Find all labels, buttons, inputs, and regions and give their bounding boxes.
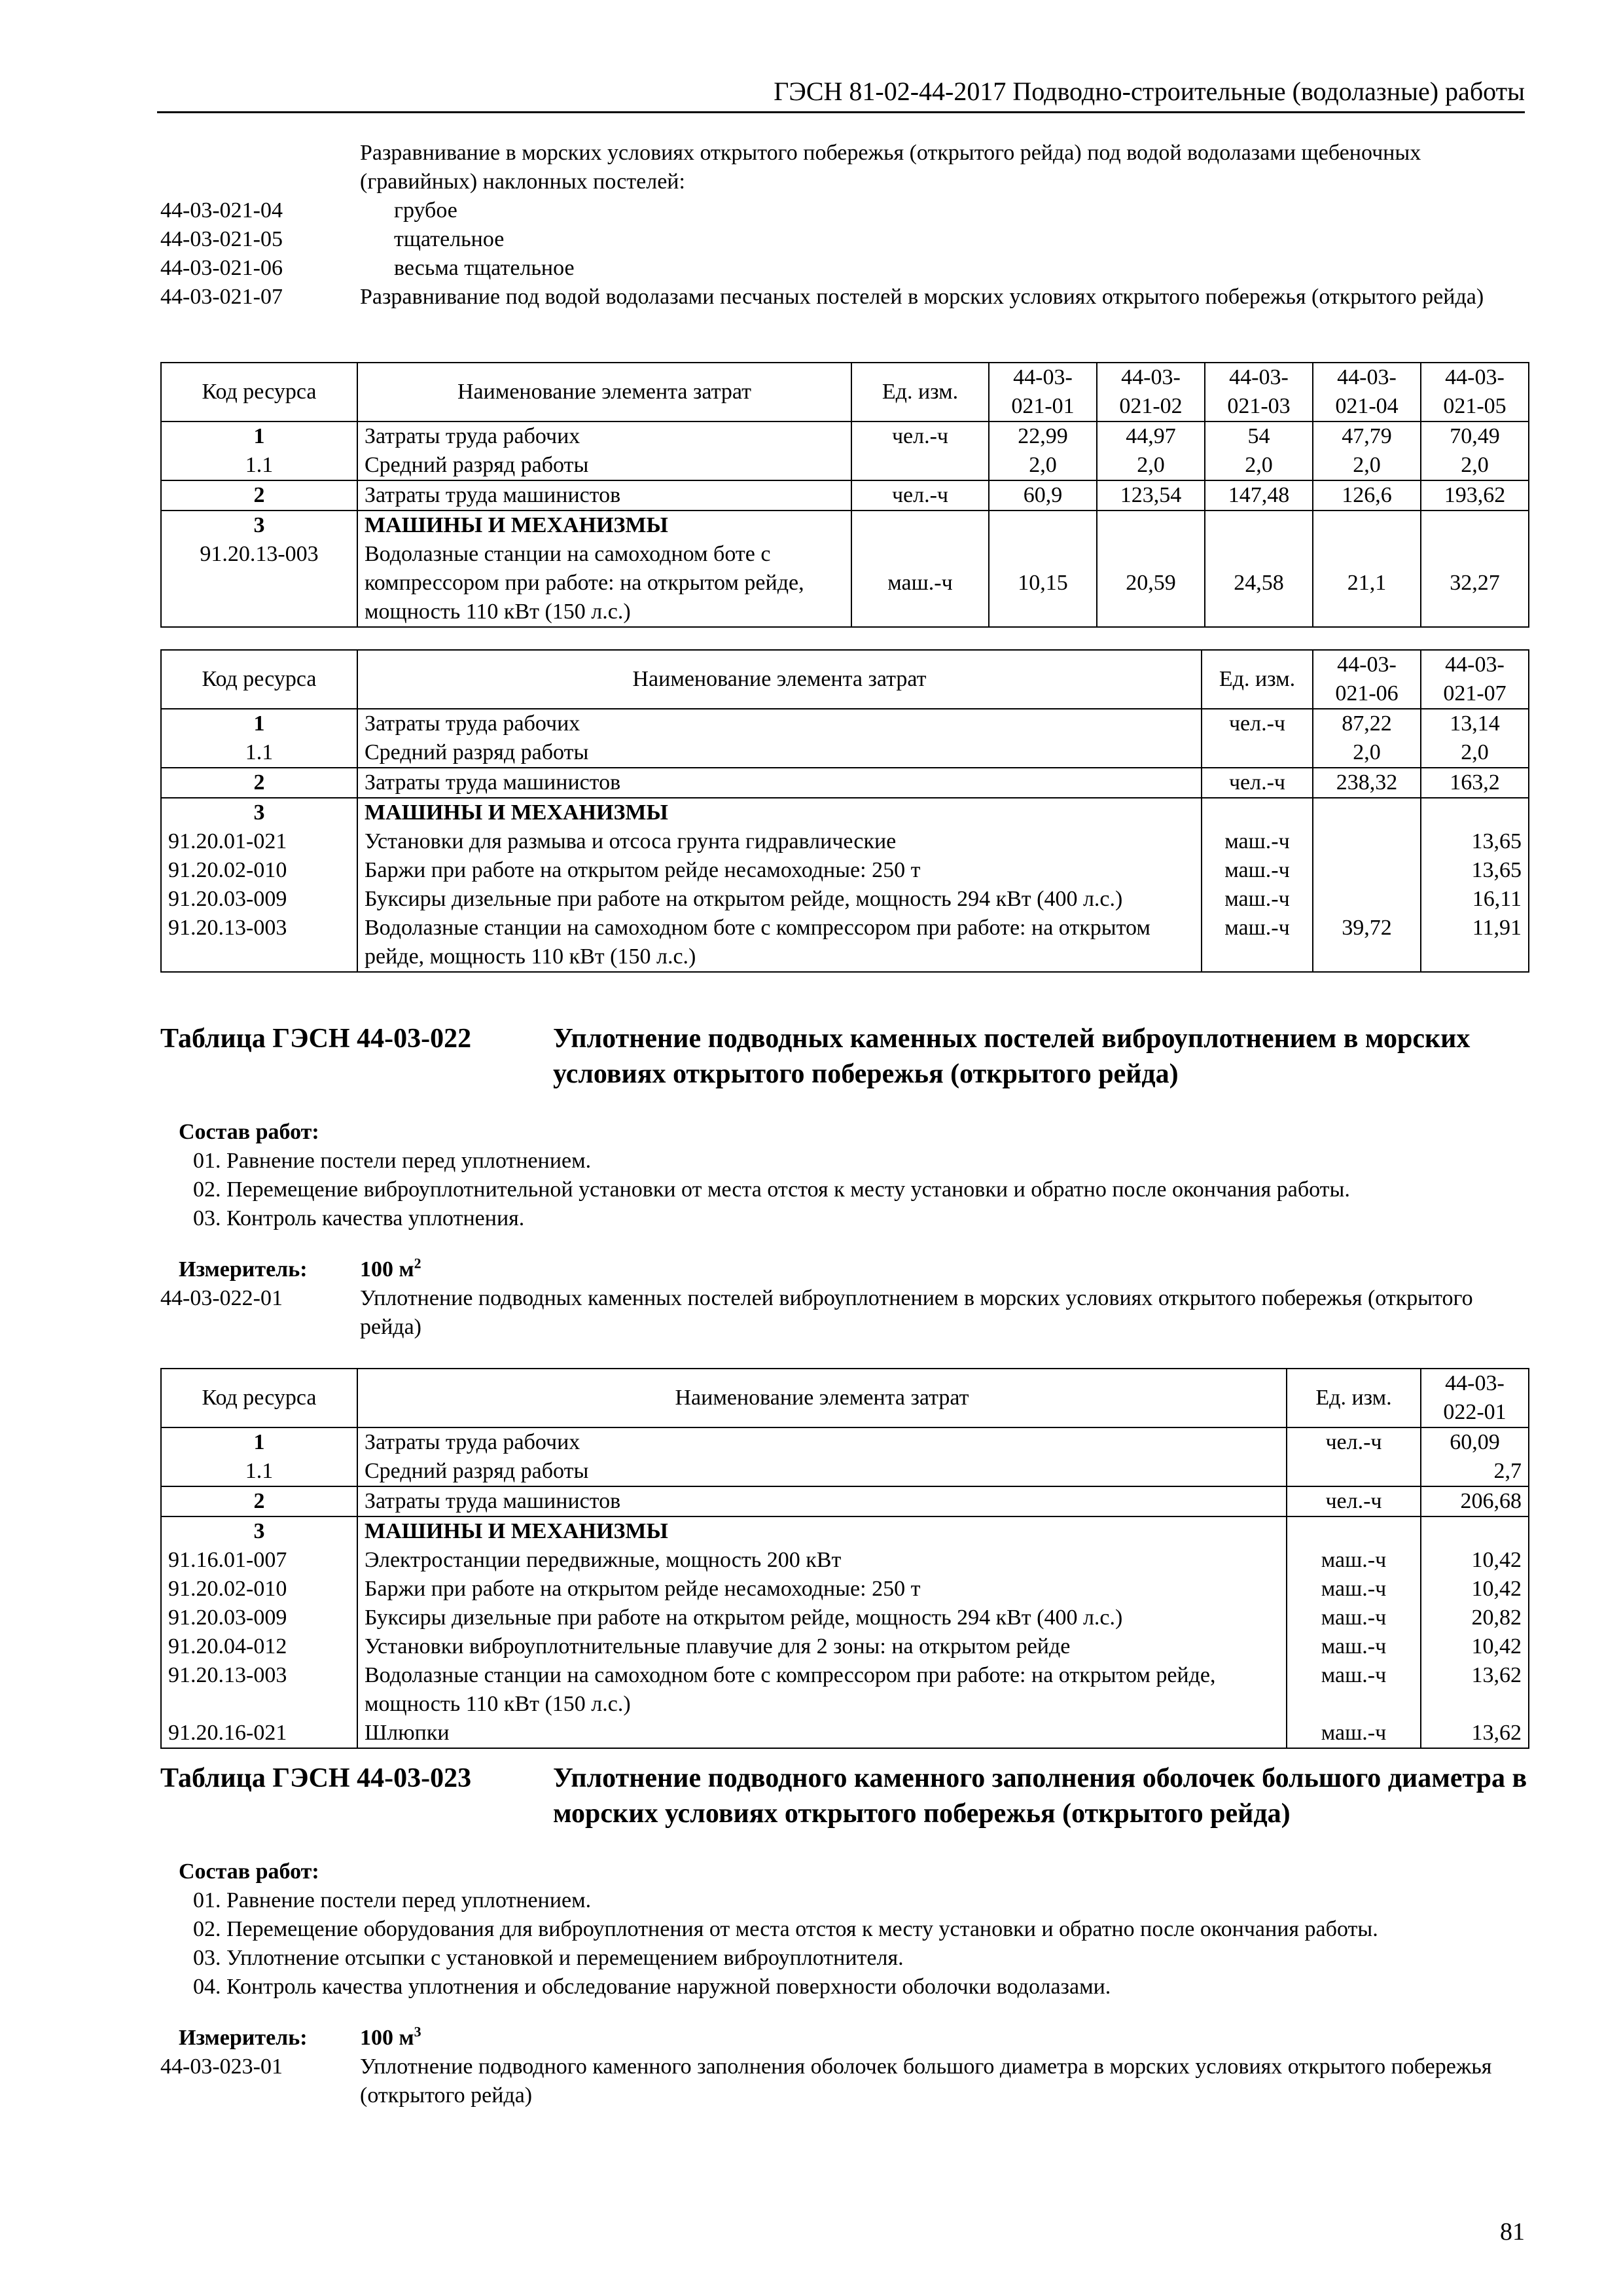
resource-code: 1 (161, 422, 357, 451)
resource-name: Водолазные станции на самоходном боте с компрессором при работе: на открытом рейде, мощность 110 кВт (150 л.с.) (357, 540, 851, 627)
norm-name: Уплотнение подводных каменных постелей виброуплотнением в морских условиях открытого побережья (открытого рейда) (360, 1286, 1473, 1339)
resource-unit: чел.-ч (1202, 768, 1313, 798)
resource-value (1313, 511, 1421, 540)
column-header-code: Код ресурса (161, 1369, 357, 1427)
table-row (161, 1719, 1529, 1748)
intro-item-code: 44-03-021-04 (160, 198, 283, 223)
resource-name: Шлюпки (357, 1719, 1287, 1748)
resource-name: Затраты труда машинистов (357, 1486, 1287, 1516)
section-code: Таблица ГЭСН 44-03-022 (160, 1024, 472, 1054)
column-header-norm (1313, 363, 1421, 422)
resource-code: 91.20.02-010 (161, 856, 357, 885)
table-row (161, 1486, 1529, 1516)
resource-value: 44,97 (1097, 422, 1205, 451)
resource-unit: маш.-ч (1287, 1575, 1421, 1604)
resource-value: 163,2 (1421, 768, 1529, 798)
resource-value: 60,9 (989, 480, 1097, 511)
table-row (161, 914, 1529, 972)
resource-unit: чел.-ч (851, 422, 989, 451)
table-row (161, 885, 1529, 914)
resource-value: 87,22 (1313, 709, 1421, 738)
table-row (161, 768, 1529, 798)
resource-code: 2 (161, 480, 357, 511)
meter-value: 100 м (360, 1257, 414, 1282)
table-row (161, 1632, 1529, 1661)
section-code: Таблица ГЭСН 44-03-023 (160, 1763, 472, 1793)
resource-value: 2,0 (1313, 451, 1421, 480)
resource-code: 1 (161, 709, 357, 738)
resource-value (1205, 511, 1313, 540)
intro-item-code: 44-03-021-06 (160, 256, 283, 280)
resource-value: 39,72 (1313, 914, 1421, 972)
intro-item (160, 254, 1528, 283)
column-header-norm (1205, 363, 1313, 422)
norm-code-part: 021-06 (1335, 681, 1399, 706)
page-header (157, 73, 1525, 113)
table-row (161, 1661, 1529, 1719)
column-header-code: Код ресурса (161, 650, 357, 709)
intro-item-name: тщательное (394, 227, 505, 251)
resource-value (1313, 827, 1421, 856)
resource-value: 13,62 (1421, 1661, 1529, 1719)
works-item: 01. Равнение постели перед уплотнением. (193, 1149, 592, 1173)
resource-unit: маш.-ч (1287, 1719, 1421, 1748)
section-name: Уплотнение подводного каменного заполнения оболочек большого диаметра в морских условиях открытого побережья (открытого рейда) (553, 1763, 1527, 1829)
table-row (161, 738, 1529, 768)
resource-unit: маш.-ч (1202, 856, 1313, 885)
norm-code-part: 44-03- (1337, 653, 1397, 677)
column-header-norm (1421, 363, 1529, 422)
resource-name: Буксиры дизельные при работе на открытом рейде, мощность 294 кВт (400 л.с.) (357, 1604, 1287, 1632)
resource-value: 16,11 (1421, 885, 1529, 914)
resource-unit: чел.-ч (1287, 1427, 1421, 1457)
resource-value: 10,42 (1421, 1575, 1529, 1604)
resource-unit (851, 511, 989, 540)
works-label: Состав работ: (179, 1859, 319, 1884)
resource-name: Установки виброуплотнительные плавучие для 2 зоны: на открытом рейде (357, 1632, 1287, 1661)
norm-code-part: 44-03- (1445, 365, 1505, 389)
column-header-norm (1421, 650, 1529, 709)
resource-value: 13,62 (1421, 1719, 1529, 1748)
resource-value: 123,54 (1097, 480, 1205, 511)
norm-code-part: 021-07 (1443, 681, 1507, 706)
resource-value: 126,6 (1313, 480, 1421, 511)
resource-value (1313, 885, 1421, 914)
intro-lead-line (160, 139, 1528, 196)
intro-item-name: Разравнивание под водой водолазами песчаных постелей в морских условиях открытого побережья (открытого рейда) (360, 285, 1484, 309)
resource-value: 20,59 (1097, 540, 1205, 627)
resource-value: 32,27 (1421, 540, 1529, 627)
resource-code: 91.20.16-021 (161, 1719, 357, 1748)
intro-item (160, 283, 1528, 312)
resource-code: 91.20.03-009 (161, 885, 357, 914)
resource-code: 1.1 (161, 1457, 357, 1486)
resource-unit: маш.-ч (1202, 914, 1313, 972)
resource-table-022-01 (160, 1368, 1529, 1749)
table-header-row (161, 1369, 1529, 1427)
resource-code: 3 (161, 798, 357, 827)
resource-value: 60,09 (1421, 1427, 1529, 1457)
norm-code-part: 44-03- (1445, 653, 1505, 677)
norm-code-part: 021-02 (1119, 394, 1183, 418)
resource-unit: маш.-ч (1287, 1546, 1421, 1575)
table-row (161, 798, 1529, 827)
resource-value (1313, 856, 1421, 885)
table-row (161, 1546, 1529, 1575)
resource-unit: маш.-ч (851, 540, 989, 627)
meter-value-wrap (360, 1255, 1528, 1284)
resource-name: Затраты труда машинистов (357, 480, 851, 511)
resource-value: 20,82 (1421, 1604, 1529, 1632)
resource-code: 91.20.02-010 (161, 1575, 357, 1604)
norm-code-part: 021-03 (1227, 394, 1291, 418)
resource-code: 1.1 (161, 738, 357, 768)
norm-line (160, 2053, 1528, 2110)
norm-code-part: 44-03- (1229, 365, 1289, 389)
column-header-name: Наименование элемента затрат (357, 1369, 1287, 1427)
meter-block-023 (160, 2024, 1528, 2110)
table-row (161, 422, 1529, 451)
meter-line (160, 1255, 1528, 1284)
resource-value: 13,14 (1421, 709, 1529, 738)
meter-label: Измеритель: (179, 2026, 308, 2050)
resource-value: 13,65 (1421, 827, 1529, 856)
intro-item-name: весьма тщательное (394, 256, 575, 280)
resource-value (1313, 798, 1421, 827)
works-item: 02. Перемещение оборудования для виброуплотнения от места отстоя к месту установки и обратно после окончания работы. (193, 1917, 1378, 1941)
resource-value: 13,65 (1421, 856, 1529, 885)
resource-value: 22,99 (989, 422, 1097, 451)
resource-name: МАШИНЫ И МЕХАНИЗМЫ (357, 798, 1202, 827)
resource-unit: чел.-ч (1202, 709, 1313, 738)
resource-code: 91.20.13-003 (161, 1661, 357, 1719)
table-row (161, 480, 1529, 511)
intro-item (160, 225, 1528, 254)
intro-item-name: грубое (394, 198, 457, 223)
section-name: Уплотнение подводных каменных постелей виброуплотнением в морских условиях открытого побережья (открытого рейда) (553, 1024, 1471, 1089)
column-header-norm (1097, 363, 1205, 422)
norm-code-part: 021-05 (1443, 394, 1507, 418)
works-block-023 (160, 1857, 1528, 2001)
works-item: 03. Контроль качества уплотнения. (193, 1206, 525, 1230)
intro-block (160, 139, 1528, 312)
norm-code-part: 44-03- (1445, 1371, 1505, 1395)
resource-value: 2,0 (1313, 738, 1421, 768)
resource-table-021-06-07 (160, 649, 1529, 973)
resource-value: 2,0 (989, 451, 1097, 480)
table-row (161, 1427, 1529, 1457)
resource-code: 91.20.13-003 (161, 540, 357, 627)
resource-value: 10,15 (989, 540, 1097, 627)
resource-unit: маш.-ч (1202, 827, 1313, 856)
table-row (161, 451, 1529, 480)
resource-name: Установки для размыва и отсоса грунта гидравлические (357, 827, 1202, 856)
column-header-unit: Ед. изм. (1202, 650, 1313, 709)
resource-unit (1202, 798, 1313, 827)
column-header-norm (1421, 1369, 1529, 1427)
resource-unit: маш.-ч (1287, 1604, 1421, 1632)
resource-unit (1287, 1516, 1421, 1546)
meter-power: 2 (414, 1255, 421, 1272)
resource-value: 10,42 (1421, 1546, 1529, 1575)
resource-name: Баржи при работе на открытом рейде несамоходные: 250 т (357, 856, 1202, 885)
works-item: 01. Равнение постели перед уплотнением. (193, 1888, 592, 1912)
norm-code: 44-03-023-01 (160, 2054, 283, 2079)
resource-value: 2,7 (1421, 1457, 1529, 1486)
resource-value: 193,62 (1421, 480, 1529, 511)
resource-value: 10,42 (1421, 1632, 1529, 1661)
works-label: Состав работ: (179, 1120, 319, 1144)
norm-code-part: 021-04 (1335, 394, 1399, 418)
resource-unit: маш.-ч (1287, 1632, 1421, 1661)
resource-name: Водолазные станции на самоходном боте с компрессором при работе: на открытом рейде, мощность 110 кВт (150 л.с.) (357, 914, 1202, 972)
intro-item-code: 44-03-021-07 (160, 285, 283, 309)
resource-code: 91.20.03-009 (161, 1604, 357, 1632)
resource-value: 21,1 (1313, 540, 1421, 627)
norm-name: Уплотнение подводного каменного заполнения оболочек большого диаметра в морских условиях открытого побережья (открытого рейда) (360, 2054, 1492, 2108)
table-row (161, 1575, 1529, 1604)
resource-code: 91.16.01-007 (161, 1546, 357, 1575)
intro-item-code: 44-03-021-05 (160, 227, 283, 251)
column-header-name: Наименование элемента затрат (357, 650, 1202, 709)
norm-code: 44-03-022-01 (160, 1286, 283, 1310)
resource-code: 3 (161, 511, 357, 540)
table-row (161, 827, 1529, 856)
resource-value: 2,0 (1205, 451, 1313, 480)
resource-unit: чел.-ч (851, 480, 989, 511)
resource-code: 91.20.04-012 (161, 1632, 357, 1661)
meter-power: 3 (414, 2023, 421, 2040)
column-header-norm (989, 363, 1097, 422)
norm-code-part: 44-03- (1337, 365, 1397, 389)
meter-label: Измеритель: (179, 1257, 308, 1282)
resource-name: Водолазные станции на самоходном боте с компрессором при работе: на открытом рейде, мощность 110 кВт (150 л.с.) (357, 1661, 1287, 1719)
works-item: 03. Уплотнение отсыпки с установкой и перемещением виброуплотнителя. (193, 1946, 904, 1970)
resource-value (1421, 798, 1529, 827)
table-header-row (161, 650, 1529, 709)
resource-value (1421, 511, 1529, 540)
resource-name: Средний разряд работы (357, 451, 851, 480)
resource-value: 206,68 (1421, 1486, 1529, 1516)
norm-line (160, 1284, 1528, 1342)
resource-table-021-01-05 (160, 362, 1529, 628)
column-header-code: Код ресурса (161, 363, 357, 422)
column-header-name: Наименование элемента затрат (357, 363, 851, 422)
resource-value: 2,0 (1421, 451, 1529, 480)
resource-name: Электростанции передвижные, мощность 200 кВт (357, 1546, 1287, 1575)
resource-unit (1202, 738, 1313, 768)
resource-name: Затраты труда рабочих (357, 422, 851, 451)
norm-code-part: 44-03- (1013, 365, 1073, 389)
works-block-022 (160, 1118, 1528, 1233)
resource-unit: маш.-ч (1202, 885, 1313, 914)
resource-value: 238,32 (1313, 768, 1421, 798)
resource-code: 3 (161, 1516, 357, 1546)
resource-code: 2 (161, 1486, 357, 1516)
resource-code: 91.20.13-003 (161, 914, 357, 972)
norm-code-part: 021-01 (1011, 394, 1075, 418)
resource-value: 47,79 (1313, 422, 1421, 451)
resource-unit (1287, 1457, 1421, 1486)
page-number: 81 (1500, 2218, 1525, 2246)
table-row (161, 1457, 1529, 1486)
column-header-unit: Ед. изм. (1287, 1369, 1421, 1427)
section-title-022 (160, 1021, 1528, 1092)
resource-value (1421, 1516, 1529, 1546)
table-row (161, 511, 1529, 540)
resource-value: 54 (1205, 422, 1313, 451)
resource-name: Затраты труда рабочих (357, 1427, 1287, 1457)
resource-name: Средний разряд работы (357, 1457, 1287, 1486)
resource-name: Затраты труда машинистов (357, 768, 1202, 798)
table-header-row (161, 363, 1529, 422)
meter-block-022 (160, 1255, 1528, 1342)
resource-value: 2,0 (1097, 451, 1205, 480)
resource-value: 2,0 (1421, 738, 1529, 768)
resource-code: 2 (161, 768, 357, 798)
resource-unit: чел.-ч (1287, 1486, 1421, 1516)
resource-unit: маш.-ч (1287, 1661, 1421, 1719)
meter-value-wrap (360, 2024, 1528, 2053)
resource-code: 1.1 (161, 451, 357, 480)
resource-value (1097, 511, 1205, 540)
resource-value (989, 511, 1097, 540)
resource-value: 70,49 (1421, 422, 1529, 451)
resource-value: 24,58 (1205, 540, 1313, 627)
meter-value: 100 м (360, 2026, 414, 2050)
norm-code-part: 44-03- (1121, 365, 1181, 389)
column-header-unit: Ед. изм. (851, 363, 989, 422)
page-header-title: ГЭСН 81-02-44-2017 Подводно-строительные (водолазные) работы (774, 77, 1525, 106)
table-row (161, 540, 1529, 627)
table-row (161, 1516, 1529, 1546)
resource-unit (851, 451, 989, 480)
resource-value: 11,91 (1421, 914, 1529, 972)
works-item: 04. Контроль качества уплотнения и обследование наружной поверхности оболочки водолазами. (193, 1975, 1111, 1999)
norm-code-part: 022-01 (1443, 1400, 1507, 1424)
meter-line (160, 2024, 1528, 2053)
section-title-023 (160, 1761, 1528, 1831)
intro-item (160, 196, 1528, 225)
resource-code: 91.20.01-021 (161, 827, 357, 856)
resource-name: Затраты труда рабочих (357, 709, 1202, 738)
table-row (161, 856, 1529, 885)
resource-name: Средний разряд работы (357, 738, 1202, 768)
resource-name: МАШИНЫ И МЕХАНИЗМЫ (357, 511, 851, 540)
works-item: 02. Перемещение виброуплотнительной установки от места отстоя к месту установки и обратно после окончания работы. (193, 1177, 1350, 1202)
table-row (161, 1604, 1529, 1632)
resource-value: 147,48 (1205, 480, 1313, 511)
table-row (161, 709, 1529, 738)
resource-code: 1 (161, 1427, 357, 1457)
resource-name: Буксиры дизельные при работе на открытом рейде, мощность 294 кВт (400 л.с.) (357, 885, 1202, 914)
intro-lead: Разравнивание в морских условиях открытого побережья (открытого рейда) под водой водолазами щебеночных (гравийных) наклонных постелей: (360, 141, 1421, 194)
resource-name: МАШИНЫ И МЕХАНИЗМЫ (357, 1516, 1287, 1546)
resource-name: Баржи при работе на открытом рейде несамоходные: 250 т (357, 1575, 1287, 1604)
column-header-norm (1313, 650, 1421, 709)
